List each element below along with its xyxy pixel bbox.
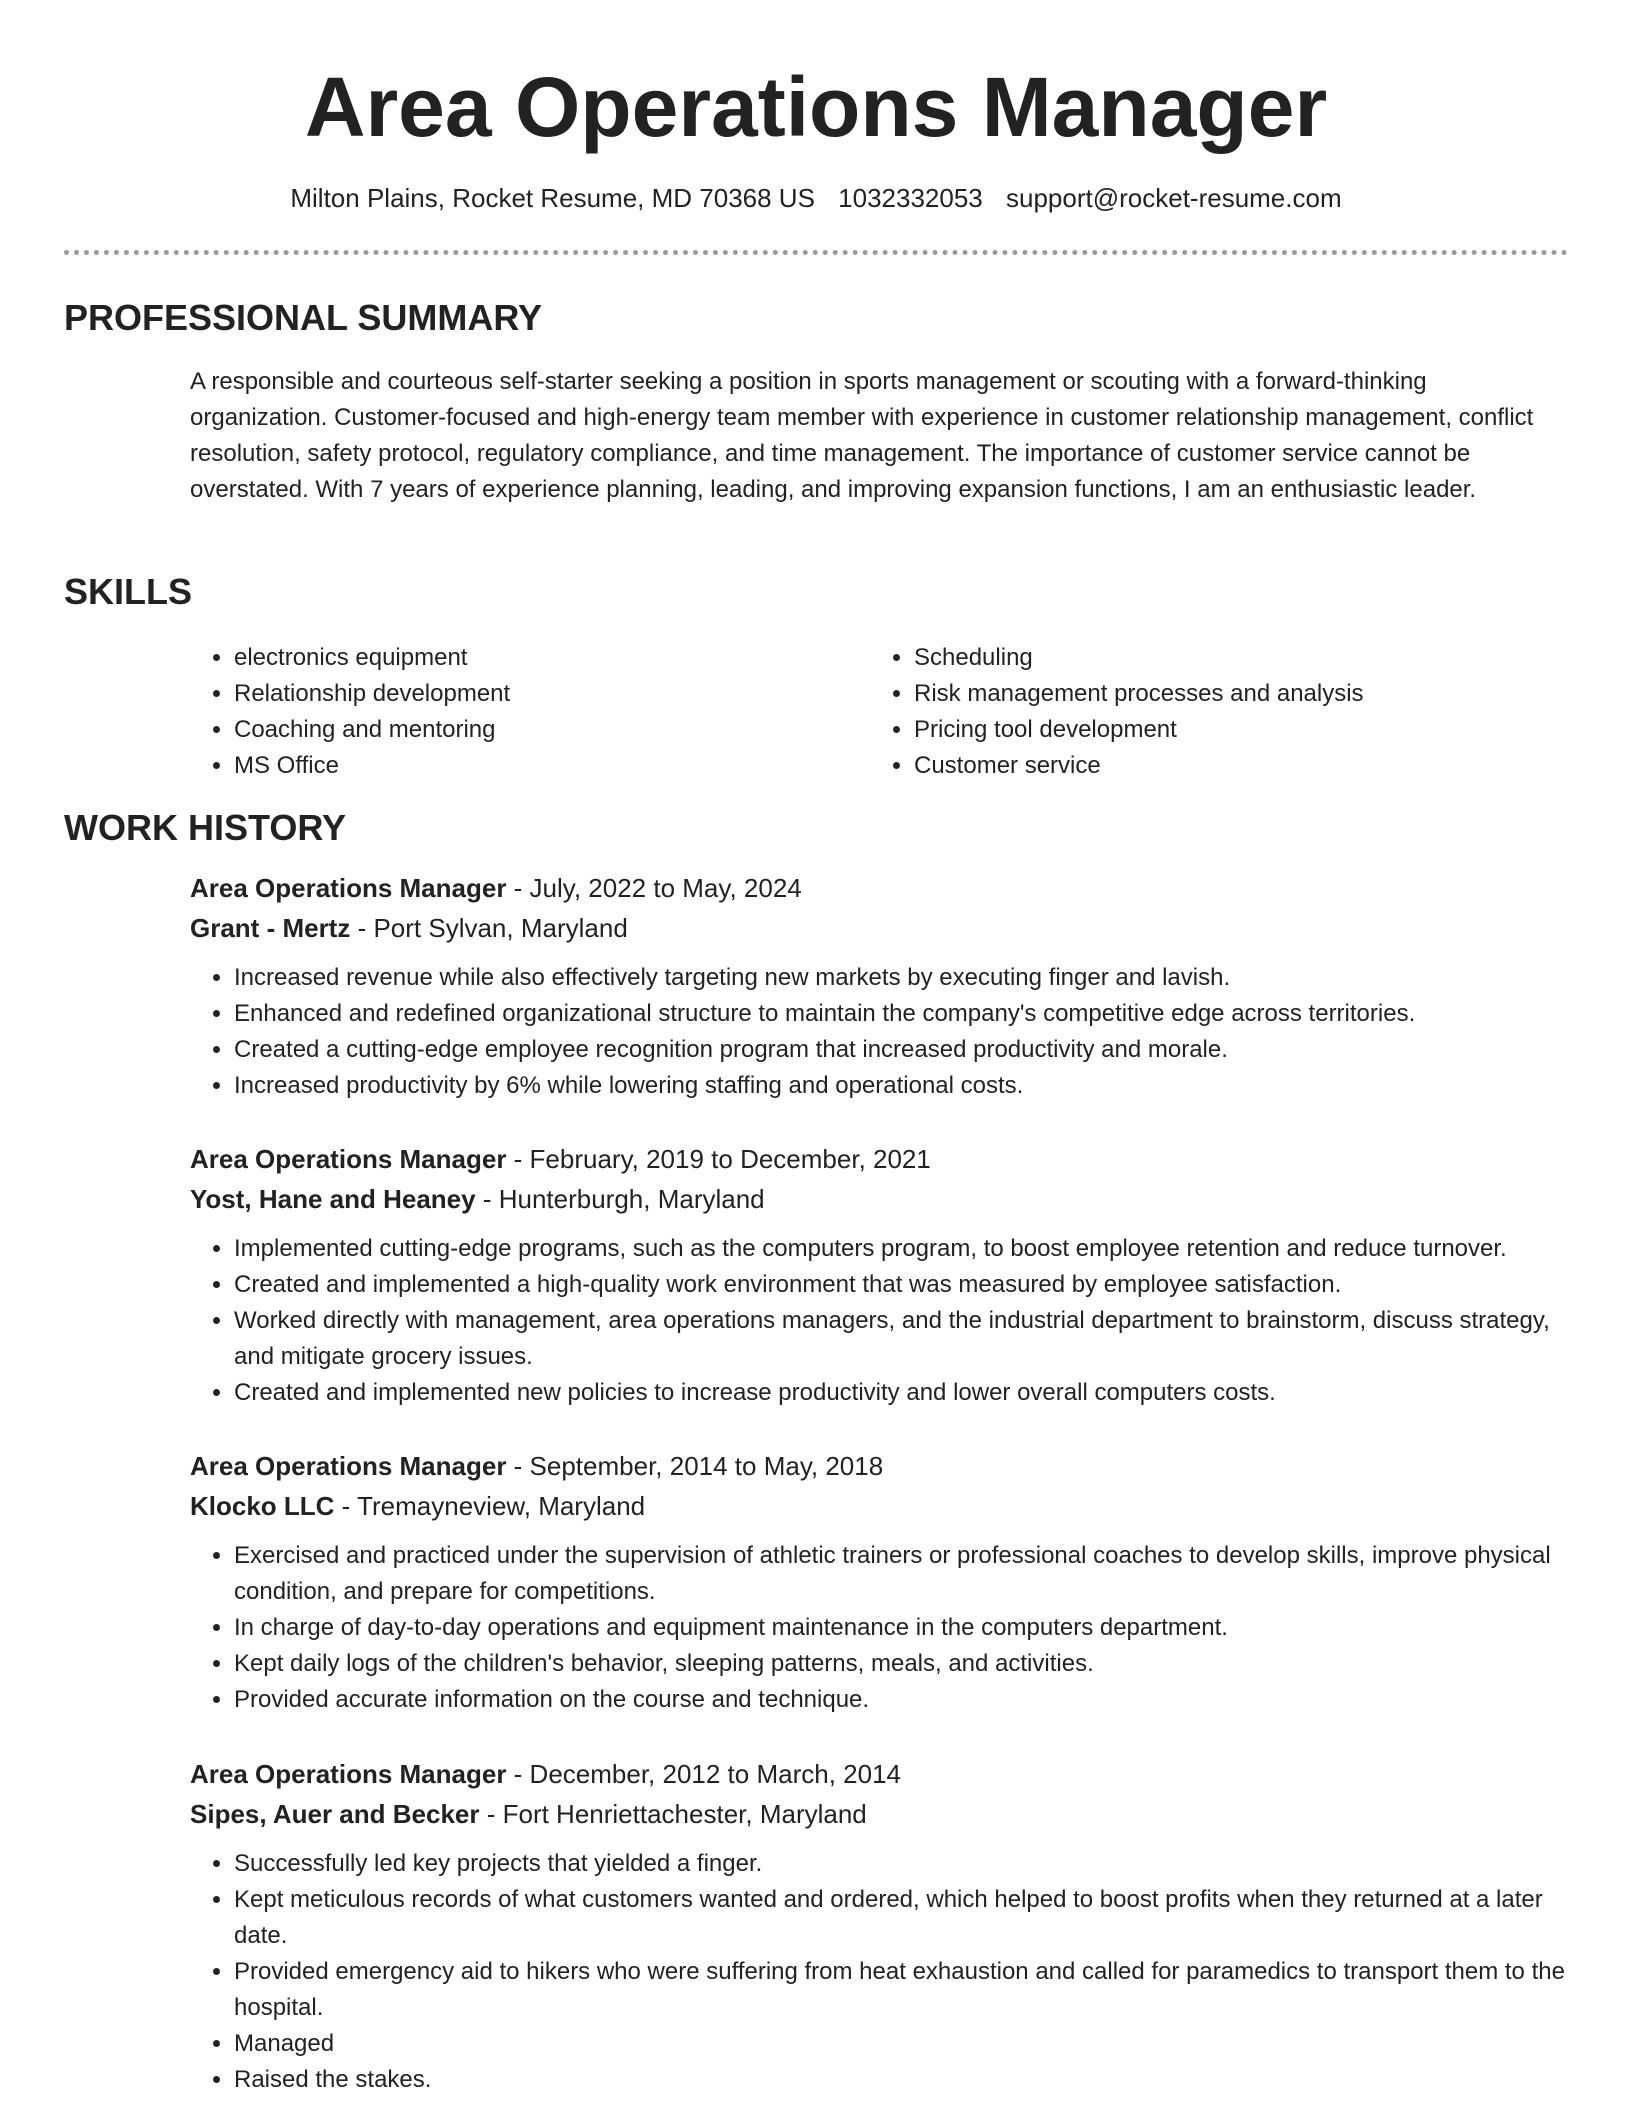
header-divider [64,250,1568,255]
job-company: Grant - Mertz [190,913,351,943]
job-company: Sipes, Auer and Becker [190,1799,480,1829]
job-bullet: • Created a cutting-edge employee recognition program that increased productivity and morale. [234,1032,1570,1068]
skills-heading: SKILLS [64,571,193,612]
job-bullet: • Provided emergency aid to hikers who were suffering from heat exhaustion and called for paramedics to transport them to the hospital. [234,1954,1570,2026]
job-bullet: • Provided accurate information on the course and technique. [234,1682,1570,1718]
summary-heading: PROFESSIONAL SUMMARY [64,297,543,338]
job-role: Area Operations Manager [190,1759,507,1789]
job-entry [190,1754,1570,2098]
job-location: - Fort Henriettachester, Maryland [479,1799,867,1829]
job-role: Area Operations Manager [190,1144,507,1174]
job-bullet: • Kept daily logs of the children's behavior, sleeping patterns, meals, and activities. [234,1646,1570,1682]
skills-column-right [870,640,1550,784]
contact-line [0,180,1632,216]
skill-item: • Customer service [914,748,1550,784]
job-entry [190,1446,1570,1718]
job-location: - Port Sylvan, Maryland [350,913,628,943]
skill-item: • MS Office [234,748,870,784]
skill-item: • Pricing tool development [914,712,1550,748]
job-role: Area Operations Manager [190,1451,507,1481]
job-bullet: • Worked directly with management, area operations managers, and the industrial department to brainstorm, discuss strategy, and mitigate grocery issues. [234,1303,1570,1375]
job-dates: - December, 2012 to March, 2014 [506,1759,901,1789]
job-bullet: • Kept meticulous records of what customers wanted and ordered, which helped to boost profits when they returned at a later date. [234,1882,1570,1954]
job-company-line [190,1179,1570,1219]
job-title-line [190,1754,1570,1794]
job-role: Area Operations Manager [190,873,507,903]
job-bullet: • Created and implemented new policies to increase productivity and lower overall computers costs. [234,1375,1570,1411]
contact-phone: 1032332053 [838,183,983,213]
job-title-line [190,868,1570,908]
job-bullet: • Created and implemented a high-quality work environment that was measured by employee satisfaction. [234,1267,1570,1303]
job-company-line [190,1486,1570,1526]
job-bullet: • Exercised and practiced under the supervision of athletic trainers or professional coaches to develop skills, improve physical condition, and prepare for competitions. [234,1538,1570,1610]
job-company-line [190,908,1570,948]
skill-item: • electronics equipment [234,640,870,676]
job-location: - Hunterburgh, Maryland [475,1184,765,1214]
skill-item: • Scheduling [914,640,1550,676]
summary-text: A responsible and courteous self-starter seeking a position in sports management or scouting with a forward-thinking organization. Customer-focused and high-energy team member with experience in customer relationship management, conflict resolution, safety protocol, regulatory compliance, and time management. The importance of customer service cannot be overstated. With 7 years of experience planning, leading, and improving expansion functions, I am an enthusiastic leader. [190,368,1534,503]
contact-email: support@rocket-resume.com [1006,183,1342,213]
skills-column-left [190,640,870,784]
job-entry [190,1139,1570,1411]
job-bullet: • Successfully led key projects that yielded a finger. [234,1846,1570,1882]
job-bullet: • Increased revenue while also effectively targeting new markets by executing finger and lavish. [234,960,1570,996]
job-dates: - July, 2022 to May, 2024 [506,873,802,903]
skill-item: • Relationship development [234,676,870,712]
resume-name: Area Operations Manager [304,60,1328,154]
job-company-line [190,1794,1570,1834]
job-entry [190,868,1570,1104]
job-location: - Tremayneview, Maryland [334,1491,646,1521]
job-company: Yost, Hane and Heaney [190,1184,476,1214]
job-bullet: • Implemented cutting-edge programs, such as the computers program, to boost employee retention and reduce turnover. [234,1231,1570,1267]
job-bullet: • In charge of day-to-day operations and equipment maintenance in the computers department. [234,1610,1570,1646]
job-dates: - February, 2019 to December, 2021 [506,1144,931,1174]
job-title-line [190,1446,1570,1486]
job-title-line [190,1139,1570,1179]
skill-item: • Risk management processes and analysis [914,676,1550,712]
contact-address: Milton Plains, Rocket Resume, MD 70368 US [290,183,815,213]
skill-item: • Coaching and mentoring [234,712,870,748]
skills-list [190,640,1570,784]
job-bullet: • Managed [234,2026,1570,2062]
job-company: Klocko LLC [190,1491,335,1521]
job-bullet: • Raised the stakes. [234,2062,1570,2098]
job-bullet: • Increased productivity by 6% while lowering staffing and operational costs. [234,1068,1570,1104]
work-heading: WORK HISTORY [64,807,347,848]
job-dates: - September, 2014 to May, 2018 [506,1451,884,1481]
job-bullet: • Enhanced and redefined organizational structure to maintain the company's competitive edge across territories. [234,996,1570,1032]
